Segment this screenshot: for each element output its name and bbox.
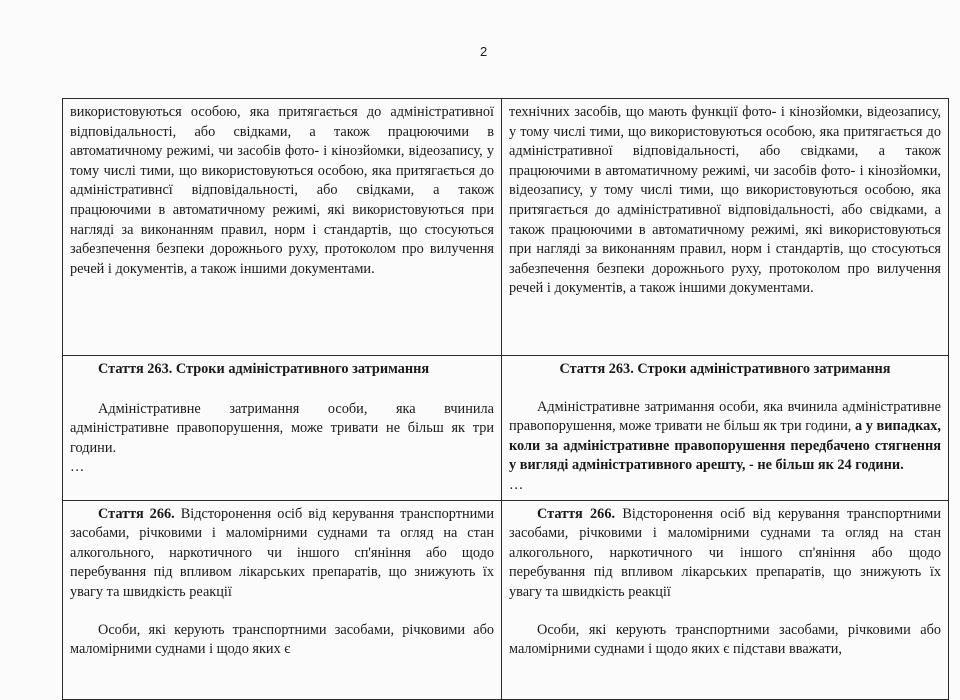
paragraph: Особи, які керують транспортними засобами, річковими або маломірними суднами і щодо яких є: [70, 621, 494, 658]
table-row: [63, 356, 949, 501]
article-number: Стаття 266.: [537, 505, 616, 522]
amended-text: а у випадках, коли за адміністративне правопорушення передбачено стягнення у вигляді адміністративного арешту, - не більш як 24 години.: [509, 418, 942, 474]
article-title: Відсторонення осіб від керування транспортними засобами, річковими і маломірними суднами та огляд на стан алкогольного, наркотичного чи іншого сп'яніння або щодо перебування під впливом лікарських препаратів, що знижують їх увагу та швидкість реакції: [70, 505, 494, 600]
article-heading: [509, 505, 941, 603]
paragraph: Особи, які керують транспортними засобами, річковими або маломірними суднами і щодо яких є підстави вважати,: [509, 621, 941, 658]
article-heading: [70, 505, 494, 603]
plain-text: Адміністративне затримання особи, яка вчинила адміністративне правопорушення, може тривати не більш як три години,: [509, 398, 941, 435]
article-number: Стаття 266.: [98, 505, 175, 522]
paragraph: використовуються особою, яка притягається до адміністративної відповідальності, або свідками, а також працюючими в автоматичному режимі, чи засобів фото- і кінозйомки, відеозапису, у тому числі тими, що використовуються особою, яка притягається до адміністративнсї відповідальності, або свідками, а також працюючими в автоматичному режимі, які використовуються при нагляді за виконанням правил, норм і стандартів, що стосуються забезпечення безпеки дорожнього руху, протоколом про вилучення речей і документів, а також іншими документами.: [70, 104, 494, 277]
page-number: 2: [480, 44, 488, 59]
paragraph: Адміністративне затримання особи, яка вчинила адміністративне правопорушення, може тривати не більш як три години.: [70, 400, 494, 456]
ellipsis: …: [509, 476, 524, 493]
article-heading: Стаття 263. Строки адміністративного затримання: [559, 361, 891, 377]
cell-proposed-text: [502, 356, 949, 501]
cell-current-text: [63, 356, 502, 501]
article-title: Відсторонення осіб від керування транспортними засобами, річковими і маломірними суднами та огляд на стан алкогольного, наркотичного чи іншого сп'яніння або щодо перебування під впливом лікарських препаратів, що знижують їх увагу та швидкість реакції: [509, 505, 941, 600]
article-heading: Стаття 263. Строки адміністративного затримання: [98, 361, 430, 377]
table-row: [63, 500, 949, 699]
table-row: [63, 99, 949, 356]
cell-current-text: [63, 500, 502, 699]
cell-proposed-text: [502, 99, 949, 356]
cell-proposed-text: [502, 500, 949, 699]
cell-current-text: [63, 99, 502, 356]
comparison-table: [62, 98, 949, 700]
ellipsis: …: [70, 459, 85, 476]
paragraph: технічних засобів, що мають функції фото- і кінозйомки, відеозапису, у тому числі тими, що використовуються особою, яка притягається до адміністративної відповідальності, або свідками, а також працюючими в автоматичному режимі, чи засобів фото- і кінозйомки, відеозапису, у тому числі тими, що використовуються особою, яка притягається до адміністративної відповідальності, або свідками, а також працюючими в автоматичному режимі, які використовуються при нагляді за виконанням правил, норм і стандартів, що стосуються забезпечення безпеки дорожнього руху, протоколом про вилучення речей і документів, а також іншими документами.: [509, 104, 941, 297]
paragraph: [509, 398, 941, 476]
